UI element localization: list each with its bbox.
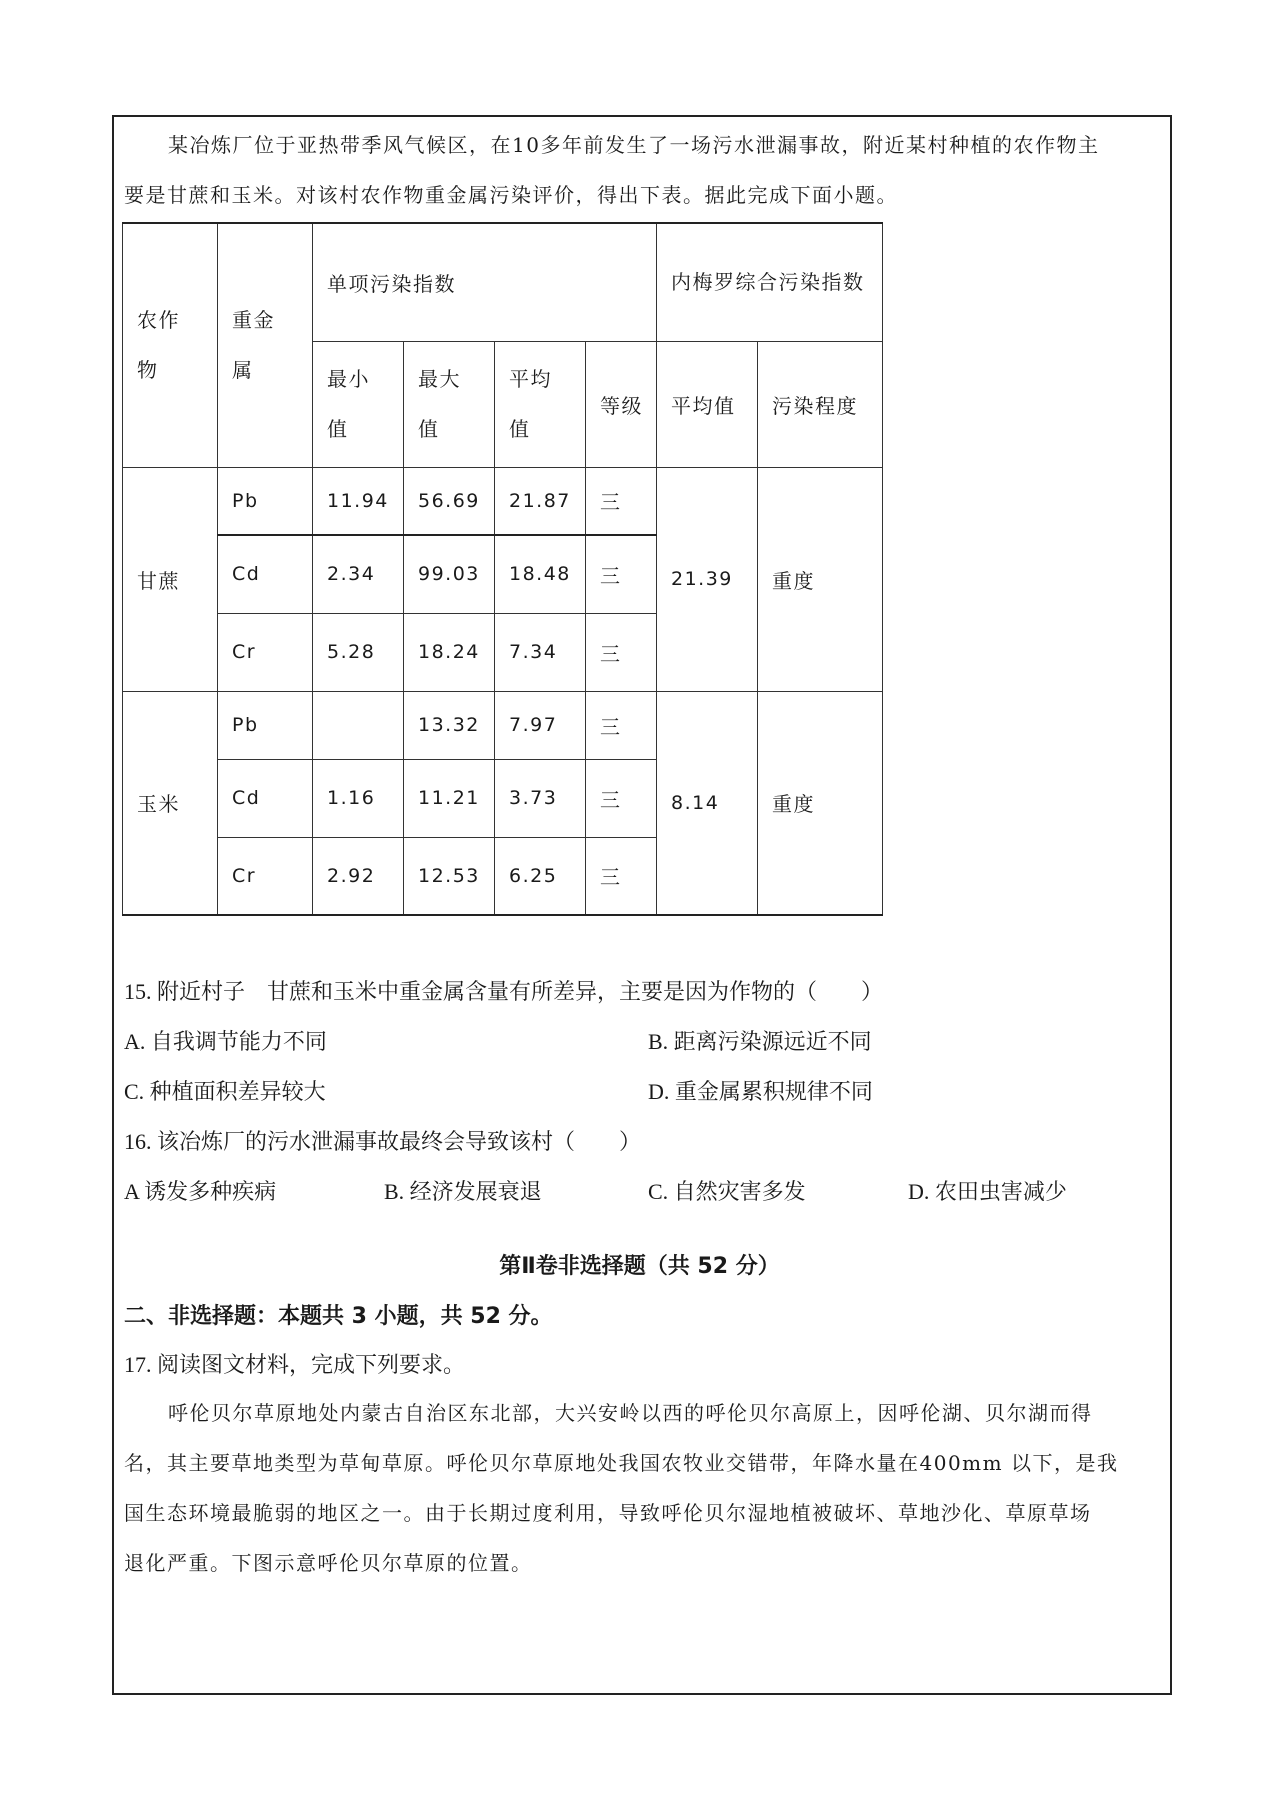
question-15-option-b[interactable]: B. 距离污染源远近不同: [648, 1029, 872, 1054]
metal-cell: Cr: [218, 837, 313, 915]
table-row: [123, 691, 883, 759]
avg-cell: 7.97: [495, 691, 586, 759]
material-line-1: 呼伦贝尔草原地处内蒙古自治区东北部，大兴安岭以西的呼伦贝尔高原上，因呼伦湖、贝尔湖而得: [168, 1401, 1093, 1425]
intro-line-1: 某冶炼厂位于亚热带季风气候区，在10多年前发生了一场污水泄漏事故，附近某村种植的农作物主: [168, 133, 1100, 157]
min-cell: 5.28: [313, 613, 404, 691]
max-cell: 56.69: [404, 467, 495, 535]
degree-corn: 重度: [758, 691, 883, 915]
question-15-option-d[interactable]: D. 重金属累积规律不同: [648, 1079, 873, 1104]
header-metal: 重金属: [218, 223, 313, 467]
grade-cell: 三: [586, 691, 657, 759]
grade-cell: 三: [586, 613, 657, 691]
table-row: [123, 467, 883, 535]
metal-cell: Cr: [218, 613, 313, 691]
question-15-option-c[interactable]: C. 种植面积差异较大: [124, 1079, 326, 1104]
metal-cell: Cd: [218, 535, 313, 613]
question-15-option-a[interactable]: A. 自我调节能力不同: [124, 1029, 327, 1054]
material-line-3: 国生态环境最脆弱的地区之一。由于长期过度利用，导致呼伦贝尔湿地植被破坏、草地沙化、草原草场: [124, 1501, 1092, 1525]
header-min: 最小值: [313, 341, 404, 467]
question-16-option-c[interactable]: C. 自然灾害多发: [648, 1179, 806, 1204]
question-16-option-a[interactable]: A 诱发多种疾病: [124, 1179, 277, 1204]
max-cell: 13.32: [404, 691, 495, 759]
avg-cell: 6.25: [495, 837, 586, 915]
header-max: 最大值: [404, 341, 495, 467]
header-single-index: 单项污染指数: [313, 223, 657, 341]
header-avg: 平均值: [495, 341, 586, 467]
min-cell: 11.94: [313, 467, 404, 535]
intro-line-2: 要是甘蔗和玉米。对该村农作物重金属污染评价，得出下表。据此完成下面小题。: [124, 183, 898, 207]
grade-cell: 三: [586, 759, 657, 837]
pollution-table: [122, 222, 883, 916]
metal-cell: Cd: [218, 759, 313, 837]
crop-corn: 玉米: [123, 691, 218, 915]
avg-cell: 18.48: [495, 535, 586, 613]
min-cell: [313, 691, 404, 759]
section-subtitle: 二、非选择题：本题共 3 小题，共 52 分。: [124, 1304, 553, 1329]
question-15-stem: 15. 附近村子 甘蔗和玉米中重金属含量有所差异，主要是因为作物的（ ）: [124, 979, 884, 1004]
material-line-4: 退化严重。下图示意呼伦贝尔草原的位置。: [124, 1551, 533, 1575]
question-16-stem: 16. 该冶炼厂的污水泄漏事故最终会导致该村（ ）: [124, 1129, 642, 1154]
header-nemerow-avg: 平均值: [657, 341, 758, 467]
avg-cell: 21.87: [495, 467, 586, 535]
avg-cell: 7.34: [495, 613, 586, 691]
grade-cell: 三: [586, 467, 657, 535]
max-cell: 18.24: [404, 613, 495, 691]
degree-sugarcane: 重度: [758, 467, 883, 691]
header-degree: 污染程度: [758, 341, 883, 467]
metal-cell: Pb: [218, 691, 313, 759]
intro-paragraph: [124, 120, 1158, 220]
max-cell: 12.53: [404, 837, 495, 915]
header-grade: 等级: [586, 341, 657, 467]
crop-sugarcane: 甘蔗: [123, 467, 218, 691]
grade-cell: 三: [586, 837, 657, 915]
nemerow-avg-sugarcane: 21.39: [657, 467, 758, 691]
question-17-material: [124, 1388, 1158, 1588]
question-17-stem: 17. 阅读图文材料，完成下列要求。: [124, 1352, 466, 1377]
header-crop: 农作物: [123, 223, 218, 467]
question-16-option-d[interactable]: D. 农田虫害减少: [908, 1179, 1067, 1204]
min-cell: 2.92: [313, 837, 404, 915]
section-title: 第Ⅱ卷非选择题（共 52 分）: [499, 1254, 780, 1279]
nemerow-avg-corn: 8.14: [657, 691, 758, 915]
max-cell: 99.03: [404, 535, 495, 613]
max-cell: 11.21: [404, 759, 495, 837]
material-line-2: 名，其主要草地类型为草甸草原。呼伦贝尔草原地处我国农牧业交错带，年降水量在400mm 以下，是我: [124, 1451, 1119, 1475]
question-16-option-b[interactable]: B. 经济发展衰退: [384, 1179, 542, 1204]
grade-cell: 三: [586, 535, 657, 613]
avg-cell: 3.73: [495, 759, 586, 837]
min-cell: 1.16: [313, 759, 404, 837]
metal-cell: Pb: [218, 467, 313, 535]
header-nemerow-index: 内梅罗综合污染指数: [657, 223, 883, 341]
min-cell: 2.34: [313, 535, 404, 613]
